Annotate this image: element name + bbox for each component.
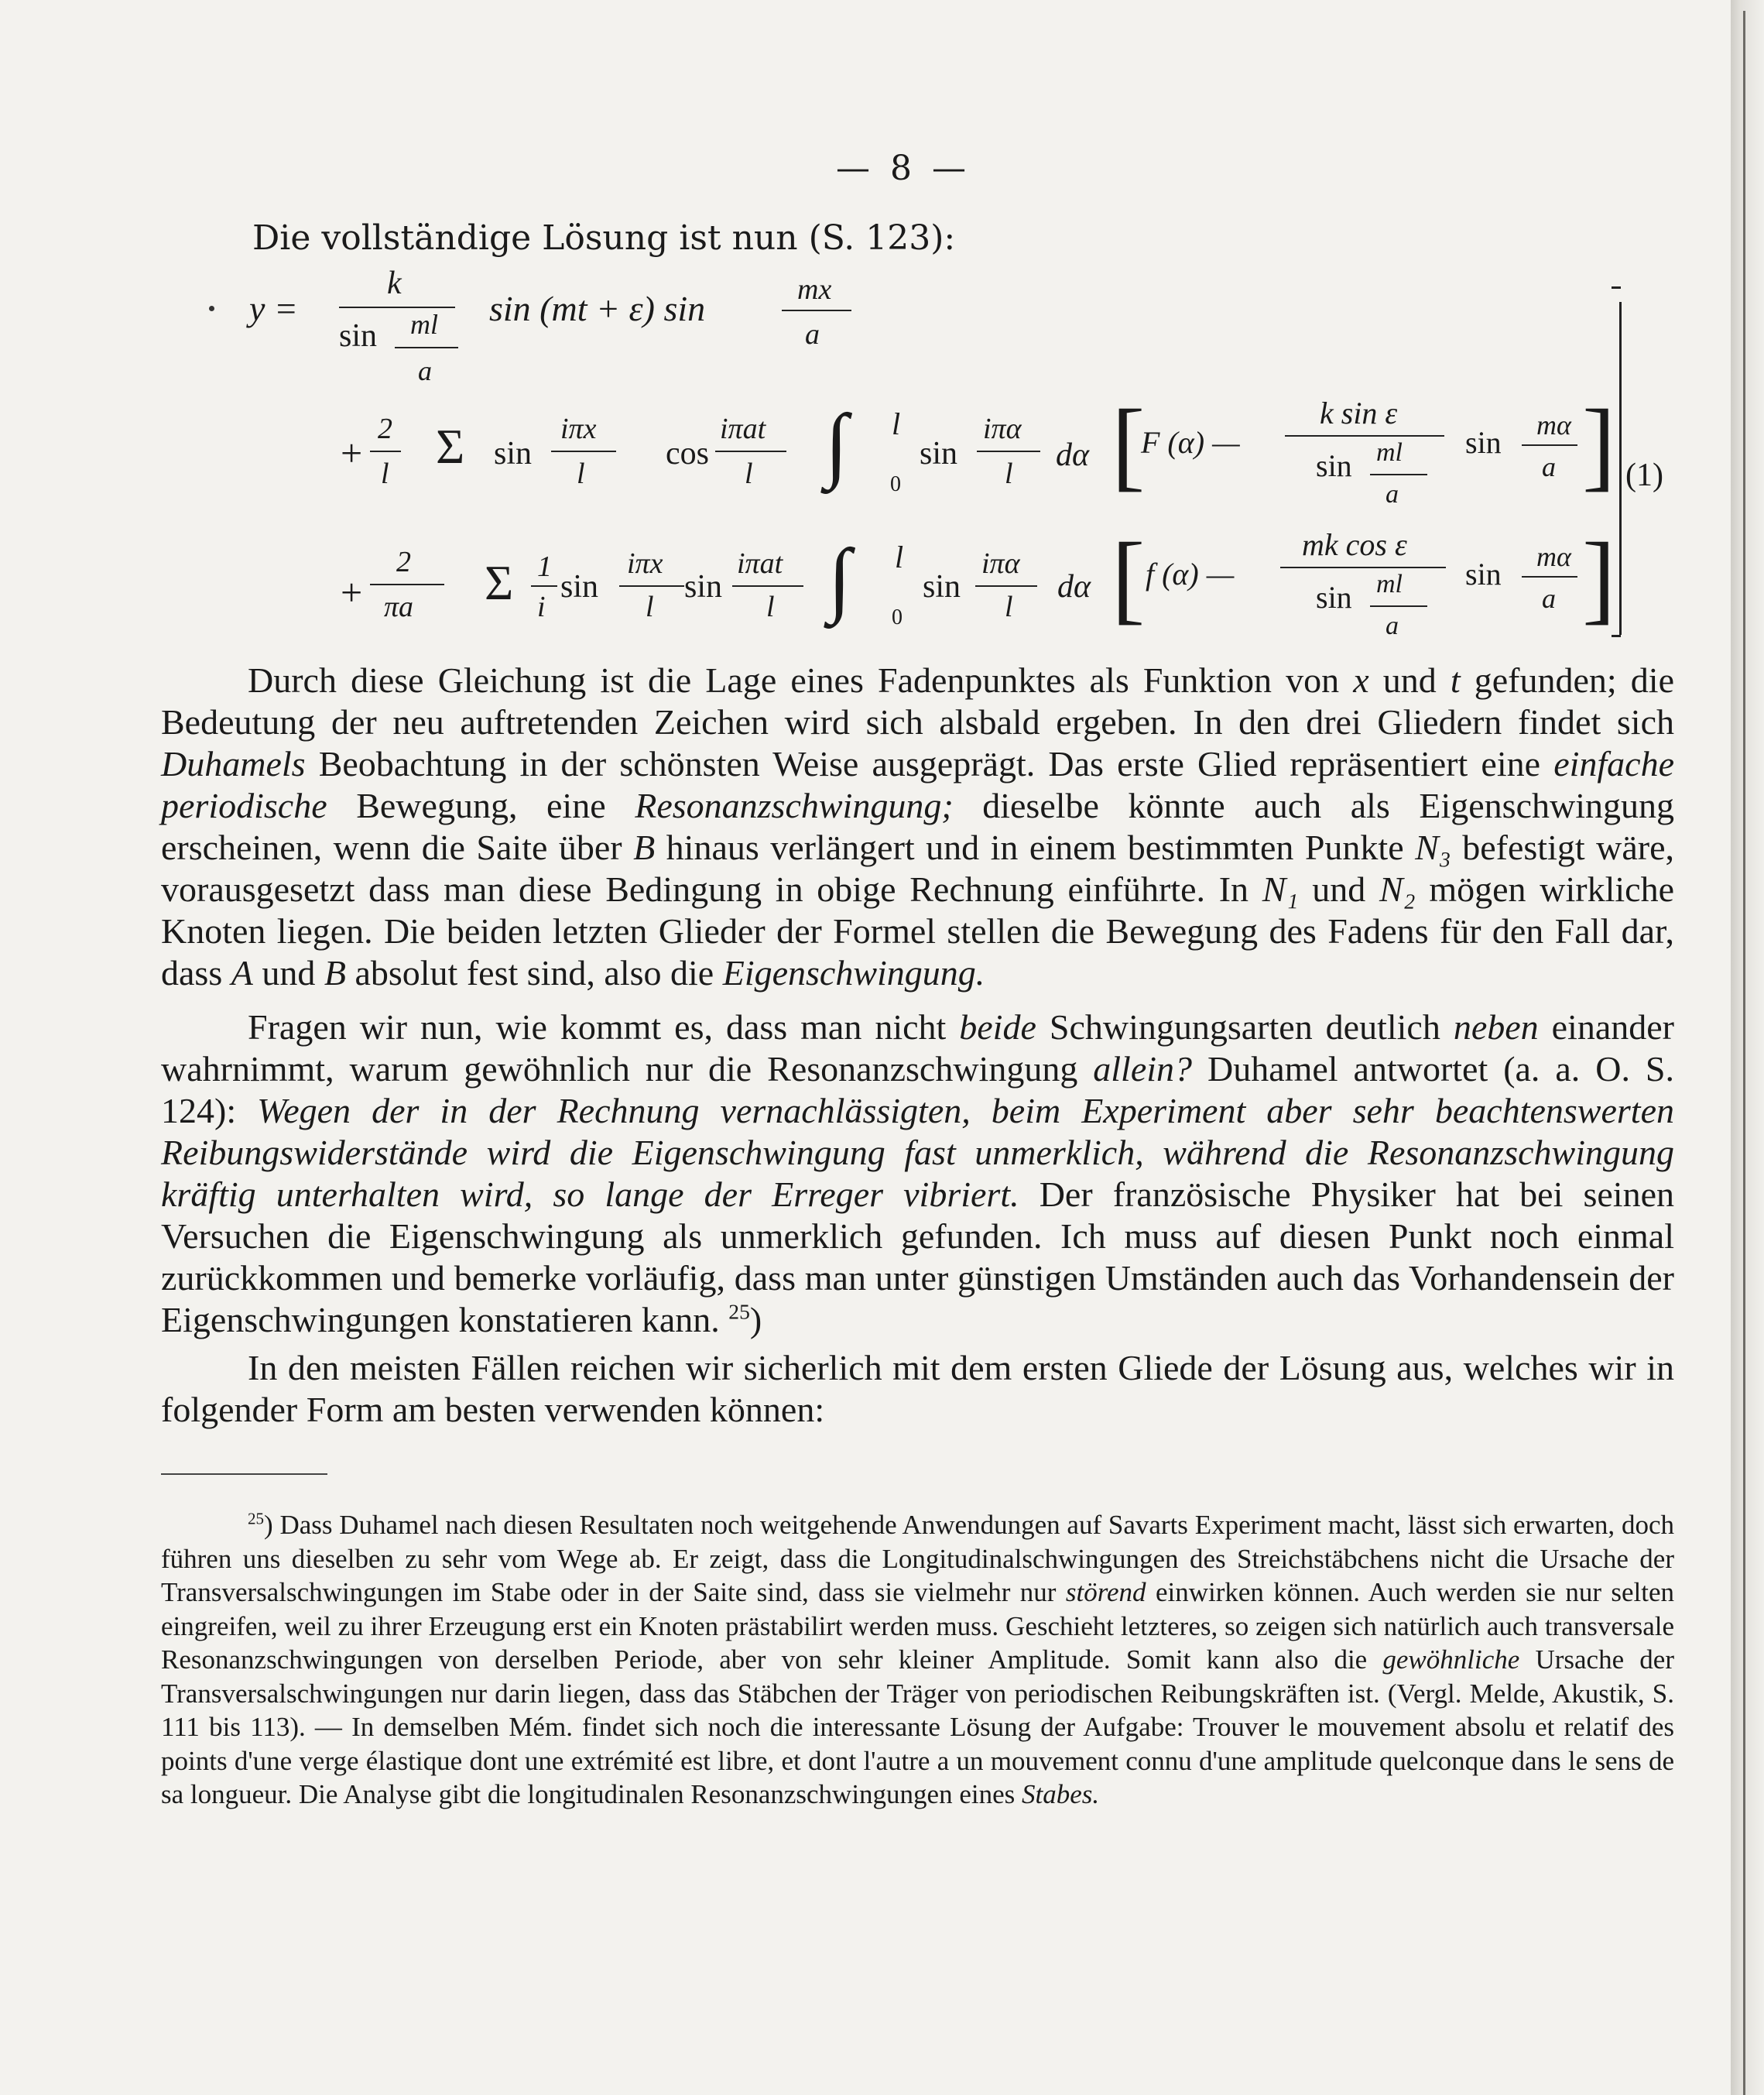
t1-den-den: a xyxy=(418,355,432,386)
t3-int-sin: sin xyxy=(923,569,961,605)
page-edge-line xyxy=(1743,11,1745,2095)
t3-k-den-num: ml xyxy=(1376,570,1403,598)
t2-last-num: mα xyxy=(1536,410,1571,441)
intro-line: Die vollständige Lösung ist nun (S. 123): xyxy=(252,218,956,258)
t2-coef-den: l xyxy=(381,458,389,490)
t2-int-lower: 0 xyxy=(890,472,901,496)
t2-b-num: iπat xyxy=(720,413,766,445)
t2-k-den-den: a xyxy=(1386,480,1399,509)
t3-int-lower: 0 xyxy=(892,605,903,629)
footnote-25: $^{25}$) Dass Duhamel nach diesen Resultaten noch weitgehende Anwendungen auf Savarts Experiment macht, lässt sich erwarten, doch führen uns dieselben zu sehr vom Wege ab. Er zeigt, dass die Longitudinalschwingungen des Streichstäbchens nicht die Ursache der Transversalschwingungen im Stabe oder in der Saite sind, dass sie vielmehr nur störend einwirken können. Auch werden sie nur selten eingreifen, weil zu ihrer Erzeugung erst ein Knoten prästabilirt werden muss. Geschieht letzteres, so zeigen sich natürlich auch transversale Resonanzschwingungen von derselben Periode, aber von sehr kleiner Amplitude. Somit kann also die gewöhnliche Ursache der Transversalschwingungen nur darin liegen, dass das Stäbchen der Träger von periodischen Reibungskräften ist. (Vergl. Melde, Akustik, S. 111 bis 113). — In demselben Mém. findet sich noch die interessante Lösung der Aufgabe: Trouver le mouvement absolu et relatif des points d'une verge élastique dont une extrémité est libre, et dont l'autre a un mouvement connu d'une amplitude quelconque dans le sens de sa longueur. Die Analyse gibt die longitudinalen Resonanzschwingungen eines Stabes. xyxy=(161,1509,1674,1809)
t3-last-den: a xyxy=(1542,583,1556,614)
t2-b-den: l xyxy=(745,458,753,490)
t2-plus: + xyxy=(341,431,363,475)
t3-int-den: l xyxy=(1005,591,1013,623)
t2-cos: cos xyxy=(666,436,709,471)
t1-den-sin: sin xyxy=(339,318,378,354)
t3-inv-den: i xyxy=(537,591,546,623)
t1-tail-num: mx xyxy=(797,273,832,306)
eq-lhs: y = xyxy=(249,289,298,328)
t3-k-den-den: a xyxy=(1386,612,1399,640)
t3-sin1: sin xyxy=(560,569,599,605)
t2-k-den-sin: sin xyxy=(1316,448,1352,483)
t3-bracket-right: ] xyxy=(1582,523,1616,634)
t3-dalpha: dα xyxy=(1057,569,1091,605)
t3-k-den-sin: sin xyxy=(1316,580,1352,615)
footnote-rule xyxy=(161,1473,327,1475)
t2-last-sin: sin xyxy=(1465,425,1502,460)
t2-int-den: l xyxy=(1005,458,1013,490)
t3-plus: + xyxy=(341,571,363,614)
t3-sum: Σ xyxy=(485,555,514,610)
t3-bracket-left: [ xyxy=(1111,523,1146,634)
t2-int-upper: l xyxy=(892,406,901,441)
t2-sum: Σ xyxy=(436,419,465,474)
t3-inv-num: 1 xyxy=(537,550,552,583)
t1-den-num: ml xyxy=(410,309,438,340)
t3-int-upper: l xyxy=(895,540,904,574)
t2-bracket-left: [ xyxy=(1111,389,1146,501)
t2-sin: sin xyxy=(494,436,533,471)
t2-dalpha: dα xyxy=(1056,437,1090,473)
t3-b-num: iπat xyxy=(737,547,783,580)
t2-last-den: a xyxy=(1542,451,1556,482)
t2-int-sin: sin xyxy=(920,436,958,471)
t2-k-den-num: ml xyxy=(1376,438,1403,467)
t3-coef-num: 2 xyxy=(396,546,411,578)
footnote-mark: 25 xyxy=(248,1509,264,1528)
t3-last-sin: sin xyxy=(1465,557,1502,591)
t3-integral: ∫ xyxy=(828,533,851,625)
t3-f: f (α) — xyxy=(1146,557,1235,591)
t3-sin2: sin xyxy=(684,569,723,605)
paragraph-3: In den meisten Fällen reichen wir sicherlich mit dem ersten Gliede der Lösung aus, welches wir in folgender Form am besten verwenden können: xyxy=(161,1348,1674,1429)
page-number: — 8 — xyxy=(836,149,971,188)
margin-dot xyxy=(209,306,214,311)
t2-coef-num: 2 xyxy=(378,413,392,445)
t2-integral: ∫ xyxy=(825,398,848,490)
t3-b-den: l xyxy=(766,591,775,623)
t2-bracket-right: ] xyxy=(1582,389,1616,501)
paragraph-1: Durch diese Gleichung ist die Lage eines Fadenpunktes als Funktion von x und t gefunden; die Bedeutung der neu auftretenden Zeichen wird sich alsbald ergeben. In den drei Gliedern findet sich Duhamels Beobachtung in der schönsten Weise ausgeprägt. Das erste Glied repräsentiert eine einfache periodische Bewegung, eine Resonanzschwingung; dieselbe könnte auch als Eigenschwingung erscheinen, wenn die Saite über B hinaus verlängert und in einem bestimmten Punkte N₃ befestigt wäre, vorausgesetzt dass man diese Bedingung in obige Rechnung einführte. In N₁ und N₂ mögen wirkliche Knoten liegen. Die beiden letzten Glieder der Formel stellen die Bewegung des Fadens für den Fall dar, dass A und B absolut fest sind, also die Eigenschwingung. xyxy=(161,660,1674,993)
t3-coef-den: πa xyxy=(384,591,414,623)
page-edge-shadow xyxy=(1731,0,1764,2095)
t3-a-num: iπx xyxy=(627,547,663,580)
t2-k-num: k sin ε xyxy=(1320,396,1398,430)
t1-mid: sin (mt + ε) sin xyxy=(489,289,706,328)
t3-a-den: l xyxy=(646,591,654,623)
t3-last-num: mα xyxy=(1536,541,1571,572)
t3-k-num: mk cos ε xyxy=(1302,527,1407,562)
t1-num: k xyxy=(387,266,402,301)
eq-label: (1) xyxy=(1625,458,1663,493)
t1-tail-den: a xyxy=(805,318,820,351)
t2-a-den: l xyxy=(577,458,585,490)
t3-int-num: iπα xyxy=(981,547,1020,580)
t2-int-num: iπα xyxy=(983,413,1022,445)
paragraph-2: Fragen wir nun, wie kommt es, dass man nicht beide Schwingungsarten deutlich neben einander wahrnimmt, warum gewöhnlich nur die Resonanzschwingung allein? Duhamel antwortet (a. a. O. S. 124): Wegen der in der Rechnung vernachlässigten, beim Experiment aber sehr beachtenswerten Reibungswiderstände wird die Eigenschwingung fast unmerklich, während die Resonanzschwingung kräftig unterhalten wird, so lange der Erreger vibriert. Der französische Physiker hat bei seinen Versuchen die Eigenschwingung als unmerklich gefunden. Ich muss auf diesen Punkt noch einmal zurückkommen und bemerke vorläufig, dass man unter günstigen Umständen auch das Vorhandensein der Eigenschwingungen konstatieren kann. $^{25}$) xyxy=(161,1007,1674,1339)
t2-a-num: iπx xyxy=(560,413,597,445)
t2-F: F (α) — xyxy=(1141,425,1240,460)
footnote-ref[interactable]: 25 xyxy=(728,1299,750,1324)
